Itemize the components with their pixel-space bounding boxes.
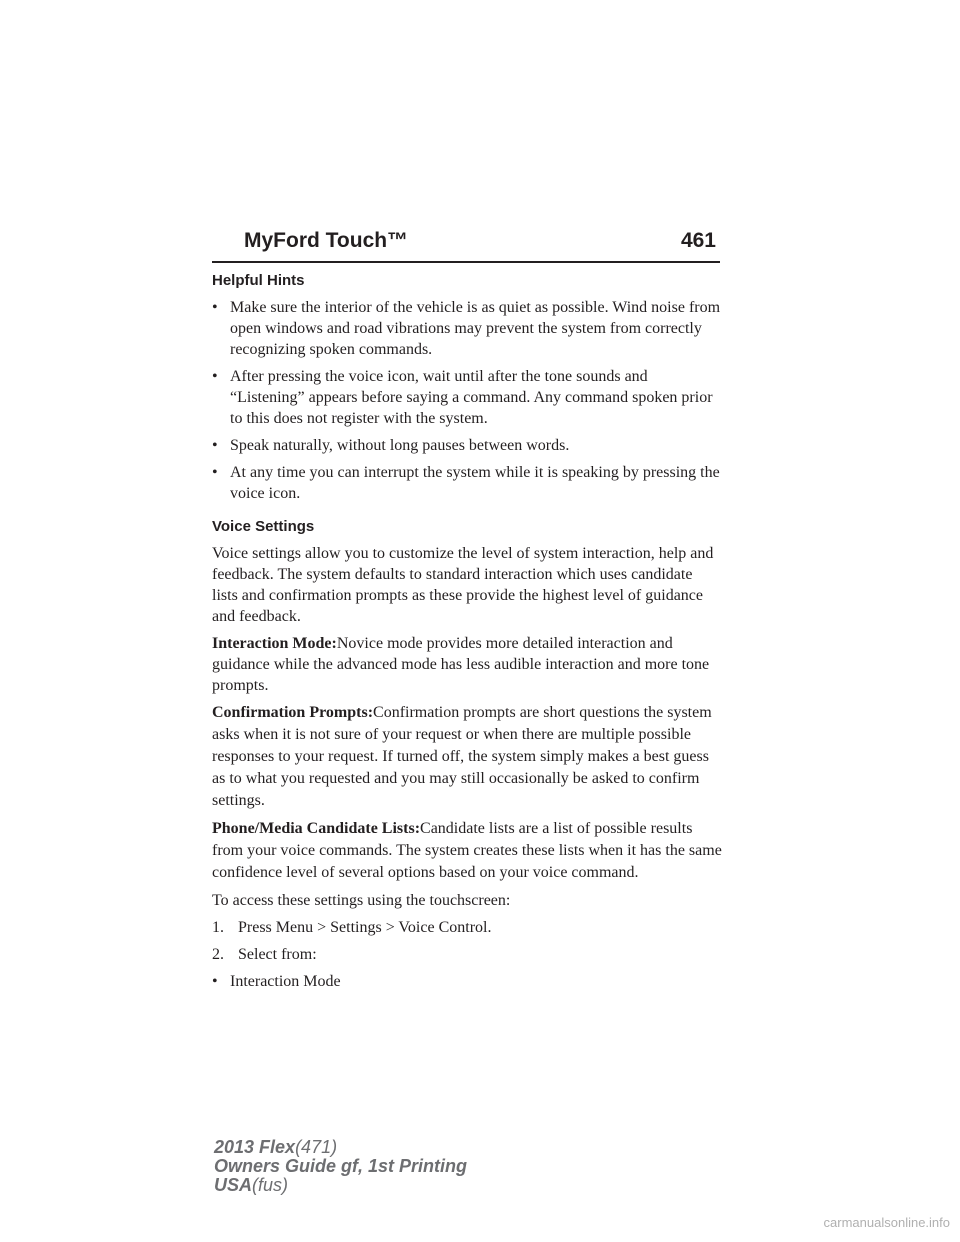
definition-term: Phone/Media Candidate Lists: bbox=[212, 820, 421, 837]
list-item bbox=[212, 971, 722, 992]
definition-candidate-lists bbox=[212, 818, 722, 884]
definition-text: Candidate lists are a list of possible results from your voice commands. The system creates these lists when it has the same confidence level of several options based on your voice command. bbox=[212, 820, 722, 881]
definition-text: Novice mode provides more detailed interaction and guidance while the advanced mode has less audible interaction and more tone prompts. bbox=[212, 635, 710, 694]
step-item bbox=[212, 917, 722, 938]
print-footer bbox=[214, 1138, 467, 1195]
page-body bbox=[212, 270, 722, 998]
step-number: 1. bbox=[212, 919, 224, 936]
bullet-icon: • bbox=[212, 368, 218, 385]
header-divider bbox=[212, 261, 720, 263]
bullet-icon: • bbox=[212, 464, 218, 481]
definition-text: Confirmation prompts are short questions the system asks when it is not sure of your request or when there are multiple possible responses to your request. If turned off, the system simply makes a best guess as to what you requested and you may still occasionally be asked to confirm settings. bbox=[212, 704, 712, 809]
list-item-text: Speak naturally, without long pauses between words. bbox=[230, 437, 570, 454]
bullet-icon: • bbox=[212, 973, 218, 990]
footer-line-model bbox=[214, 1138, 467, 1157]
definition-term: Interaction Mode: bbox=[212, 635, 337, 652]
list-item-text: Make sure the interior of the vehicle is as quiet as possible. Wind noise from open windows and road vibrations may prevent the system from correctly recognizing spoken commands. bbox=[230, 299, 721, 358]
definition-interaction-mode bbox=[212, 633, 722, 696]
footer-line-region bbox=[214, 1176, 467, 1195]
section-heading-voice-settings: Voice Settings bbox=[212, 518, 315, 535]
list-item bbox=[212, 462, 722, 504]
helpful-hints-list bbox=[212, 297, 722, 504]
list-item-text: At any time you can interrupt the system while it is speaking by pressing the voice icon. bbox=[230, 464, 720, 502]
list-item bbox=[212, 297, 722, 360]
voice-settings-intro: Voice settings allow you to customize the level of system interaction, help and feedback. The system defaults to standard interaction which uses candidate lists and confirmation prompts as these provide the highest level of guidance and feedback. bbox=[212, 545, 714, 625]
footer-region-code: (fus) bbox=[252, 1175, 289, 1195]
step-number: 2. bbox=[212, 946, 224, 963]
options-list bbox=[212, 971, 722, 992]
page-number: 461 bbox=[680, 229, 716, 252]
access-intro: To access these settings using the touchscreen: bbox=[212, 892, 511, 909]
list-item bbox=[212, 435, 722, 456]
list-item bbox=[212, 366, 722, 429]
bullet-icon: • bbox=[212, 437, 218, 454]
footer-code: (471) bbox=[295, 1137, 338, 1157]
bullet-icon: • bbox=[212, 299, 218, 316]
step-item bbox=[212, 944, 722, 965]
footer-model: 2013 Flex bbox=[214, 1137, 296, 1157]
definition-confirmation-prompts bbox=[212, 702, 722, 812]
footer-region: USA bbox=[214, 1175, 253, 1195]
list-item-text: After pressing the voice icon, wait until after the tone sounds and “Listening” appears before saying a command. Any command spoken prior to this does not register with the system. bbox=[230, 368, 713, 427]
definition-term: Confirmation Prompts: bbox=[212, 704, 374, 721]
step-text: Press Menu > Settings > Voice Control. bbox=[238, 919, 492, 936]
step-text: Select from: bbox=[238, 946, 317, 963]
page-header-title: MyFord Touch™ bbox=[244, 229, 409, 252]
footer-edition: Owners Guide gf, 1st Printing bbox=[214, 1156, 468, 1176]
section-heading-helpful-hints: Helpful Hints bbox=[212, 272, 305, 289]
list-item-text: Interaction Mode bbox=[230, 973, 341, 990]
watermark-text: carmanualsonline.info bbox=[823, 1215, 950, 1230]
